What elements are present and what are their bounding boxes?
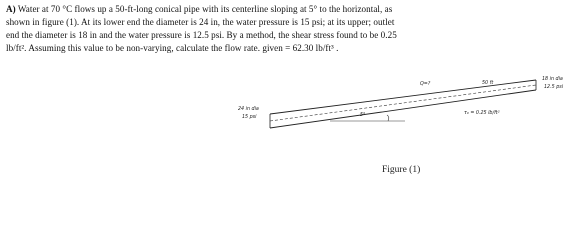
outlet-pressure-label: 12.5 psi — [544, 85, 564, 90]
problem-line-4: lb/ft². Assuming this value to be non-varying, calculate the flow rate. given = 62.30 lb/ft³ . — [6, 43, 339, 54]
conical-pipe-figure — [230, 76, 575, 146]
flow-rate-label: Q=? — [420, 82, 431, 87]
problem-line-2: shown in figure (1). At its lower end the diameter is 24 in, the water pressure is 15 psi; at its upper; outlet — [6, 17, 395, 28]
inlet-diameter-label: 24 in dia — [238, 107, 259, 112]
length-label: 50 ft — [482, 81, 494, 86]
problem-label: A) — [6, 4, 16, 14]
figure-caption: Figure (1) — [382, 165, 421, 175]
problem-statement — [6, 3, 572, 55]
problem-line-3: end the diameter is 18 in and the water pressure is 12.5 psi. By a method, the shear stress found to be 0.25 — [6, 30, 397, 41]
inlet-pressure-label: 15 psi — [242, 115, 257, 120]
shear-stress-label: τ₀ = 0.25 lb/ft² — [464, 111, 500, 116]
problem-line-1: A) Water at 70 °C flows up a 50-ft-long conical pipe with its centerline sloping at 5° to the horizontal, as — [6, 4, 393, 14]
angle-arc — [387, 115, 389, 121]
angle-label: 5° — [360, 113, 366, 118]
outlet-diameter-label: 18 in dia — [542, 77, 563, 82]
